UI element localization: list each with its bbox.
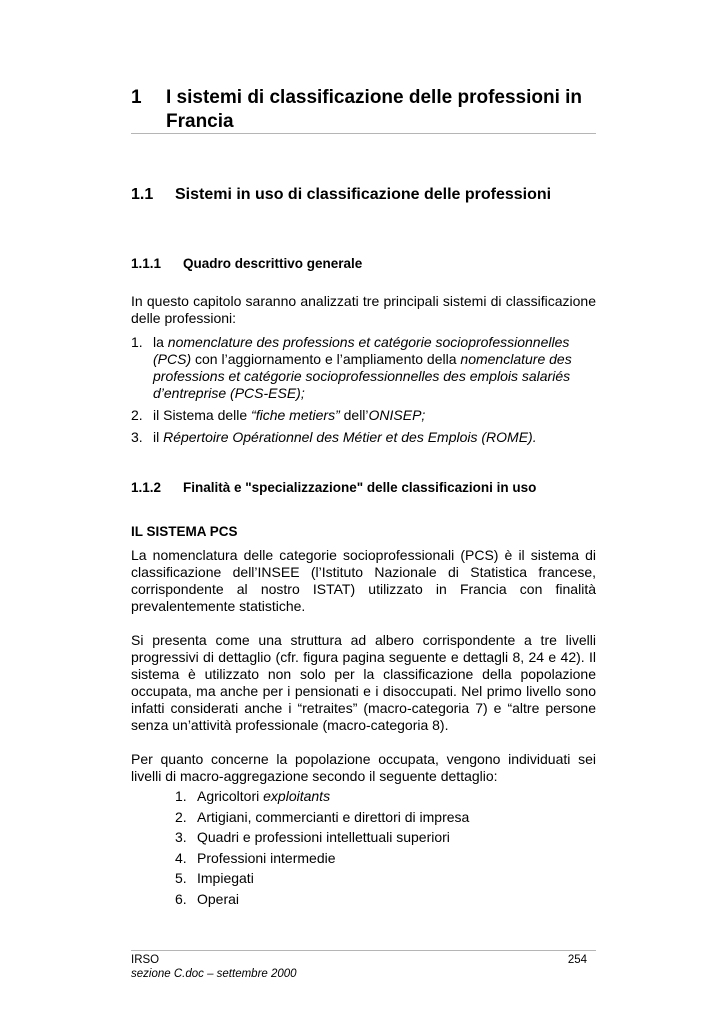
list-item: 1. la nomenclature des professions et catégorie socioprofessionnelles (PCS) con l’aggiornamento e l’ampliamento della nomenclature des professions et catégorie socioprofessionnelles des emplois salariés d’entreprise (PCS-ESE); bbox=[131, 334, 572, 401]
list-number: 4. bbox=[175, 849, 187, 866]
chapter-divider bbox=[131, 133, 596, 134]
systems-list bbox=[131, 334, 596, 451]
paragraph-pcs-structure: Si presenta come una struttura ad albero corrispondente a tre livelli progressivi di dettaglio (cfr. figura pagina seguente e dettagli 8, 24 e 42). Il sistema è utilizzato non solo per la classificazione della popolazione occupata, ma anche per i pensionati e i disoccupati. Nel primo livello sono infatti considerati anche i “retraites” (macro-categoria 7) e “altre persone senza un’attività professionale (macro-categoria 8). bbox=[131, 632, 596, 733]
subsection-number: 1.1.2 bbox=[131, 480, 162, 495]
list-item: 3. Quadri e professioni intellettuali superiori bbox=[175, 827, 469, 848]
chapter-heading bbox=[131, 86, 596, 134]
footer-doc: sezione C.doc – settembre 2000 bbox=[131, 968, 297, 980]
list-number: 2. bbox=[175, 808, 187, 825]
section-number: 1.1 bbox=[131, 186, 154, 203]
list-item: 6. Operai bbox=[175, 889, 469, 910]
list-number: 6. bbox=[175, 890, 187, 907]
footer-org: IRSO bbox=[131, 954, 160, 966]
subsection-heading-general bbox=[131, 255, 596, 273]
list-number: 1. bbox=[131, 334, 143, 350]
list-number: 2. bbox=[131, 407, 143, 423]
list-number: 5. bbox=[175, 870, 187, 886]
list-item: 2. il Sistema delle “fiche metiers” dell’ONISEP; bbox=[131, 407, 426, 423]
chapter-number: 1 bbox=[131, 87, 142, 108]
intro-paragraph: In questo capitolo saranno analizzati tre principali sistemi di classificazione delle professioni: bbox=[131, 293, 596, 326]
chapter-title: I sistemi di classificazione delle professioni in Francia bbox=[166, 87, 583, 132]
list-number: 3. bbox=[131, 429, 143, 445]
list-number: 1. bbox=[175, 788, 187, 804]
section-heading bbox=[131, 185, 596, 205]
list-item: 3. il Répertoire Opérationnel des Métier et des Emplois (ROME). bbox=[131, 429, 537, 445]
list-item: 4. Professioni intermedie bbox=[175, 848, 469, 869]
subsection-heading-purpose bbox=[131, 479, 596, 497]
list-item: 5. Impiegati bbox=[175, 868, 469, 889]
subsection-title: Finalità e "specializzazione" delle classificazioni in uso bbox=[183, 480, 537, 495]
macro-categories-list bbox=[175, 786, 469, 909]
list-number: 3. bbox=[175, 829, 187, 845]
pcs-title: IL SISTEMA PCS bbox=[131, 524, 238, 539]
paragraph-occupied-population: Per quanto concerne la popolazione occupata, vengono individuati sei livelli di macro-aggregazione secondo il seguente dettaglio: bbox=[131, 751, 596, 784]
list-item: 2. Artigiani, commercianti e direttori di impresa bbox=[175, 807, 469, 828]
section-title: Sistemi in uso di classificazione delle professioni bbox=[175, 186, 552, 203]
footer-info bbox=[131, 953, 297, 981]
subsection-title: Quadro descrittivo generale bbox=[183, 256, 363, 271]
page-number: 254 bbox=[567, 954, 587, 966]
footer-divider bbox=[131, 950, 596, 951]
list-item: 1. Agricoltori exploitants bbox=[175, 786, 469, 807]
paragraph-pcs-definition: La nomenclatura delle categorie socioprofessionali (PCS) è il sistema di classificazione dell’INSEE (l’Istituto Nazionale di Statistica francese, corrispondente al nostro ISTAT) utilizzato in Francia con finalità prevalentemente statistiche. bbox=[131, 547, 596, 614]
subsection-number: 1.1.1 bbox=[131, 256, 162, 271]
